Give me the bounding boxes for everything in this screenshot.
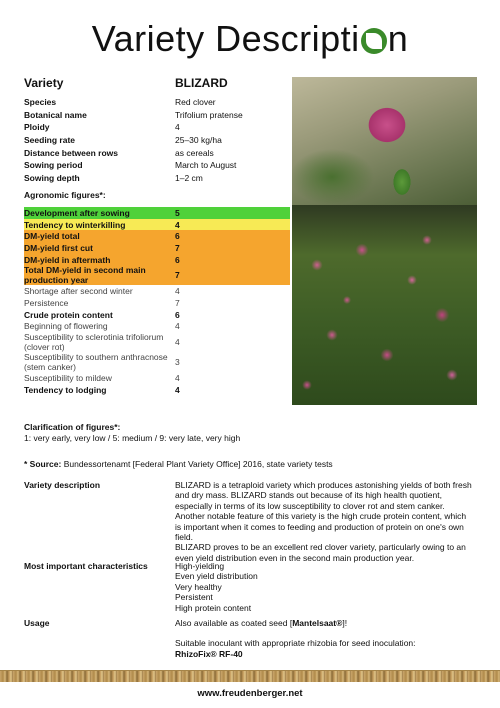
leaf-logo-icon [361, 28, 387, 54]
spec-row: Distance between rows as cereals [24, 147, 214, 158]
characteristics-section [24, 561, 474, 613]
spec-row: Seeding rate 25–30 kg/ha [24, 135, 222, 146]
agronomic-label: Susceptibility to southern anthracnose (stem canker) [24, 352, 168, 373]
page-title: Variety Descripti n [91, 18, 409, 59]
agronomic-value: 4 [175, 337, 180, 348]
seed-strip-decoration [0, 670, 500, 682]
agronomic-value: 4 [175, 321, 180, 332]
spec-row: Sowing depth 1–2 cm [24, 172, 203, 183]
footer-url[interactable]: www.freudenberger.net [197, 688, 303, 699]
agronomic-row [24, 309, 290, 321]
agronomic-row [24, 242, 290, 254]
agronomic-row [24, 372, 290, 384]
list-item: High protein content [175, 602, 252, 613]
list-item: Very healthy [175, 581, 222, 592]
agronomic-value: 5 [175, 207, 180, 218]
spec-row: Species Red clover [24, 97, 216, 108]
agronomic-value: 4 [175, 373, 180, 384]
agronomic-value: 6 [175, 254, 180, 265]
agronomic-label: Shortage after second winter [24, 286, 133, 297]
agronomic-label: Susceptibility to sclerotinia trifoliorum (clover rot) [24, 332, 164, 353]
agronomic-row [24, 321, 290, 333]
agronomic-value: 7 [175, 270, 180, 281]
specs-table [24, 96, 284, 184]
agronomic-row [24, 297, 290, 309]
agronomic-row [24, 352, 290, 372]
usage-line: RhizoFix® RF-40 [175, 648, 243, 659]
list-item: Persistent [175, 592, 213, 603]
usage-line: Suitable inoculant with appropriate rhizobia for seed inoculation: [175, 638, 416, 649]
description-paragraph: Another notable feature of this variety is the high crude protein content, which is important when it comes to feeding and production of protein on one's own field. [175, 511, 467, 543]
list-item: Even yield distribution [175, 571, 258, 582]
agronomic-label: DM-yield total [24, 231, 80, 242]
spec-row: Ploidy 4 [24, 122, 180, 133]
agronomic-row [24, 219, 290, 231]
agronomic-row [24, 285, 290, 297]
agronomic-label: Development after sowing [24, 207, 130, 218]
spec-row: Sowing period March to August [24, 160, 237, 171]
agronomic-value: 4 [175, 286, 180, 297]
section-label: Usage [24, 618, 50, 628]
agronomic-label: Total DM-yield in second main production year [24, 265, 146, 286]
agronomic-label: Crude protein content [24, 309, 113, 320]
description-paragraph: BLIZARD is a tetraploid variety which produces astonishing yields of both fresh and dry mass. BLIZARD stands out because of its high health quotient, especially in terms of its low susceptibility to clover rot and stem canker. [175, 480, 472, 511]
usage-line: Also available as coated seed [Mantelsaat®]! [175, 618, 348, 628]
agronomic-row [24, 332, 290, 352]
agronomic-value: 4 [175, 384, 180, 395]
clarification-title: Clarification of figures*: [24, 422, 121, 432]
description-paragraph: BLIZARD proves to be an excellent red clover variety, particularly owing to an even yield distribution even in the second main production year. [175, 542, 466, 563]
section-label: Variety description [24, 480, 101, 490]
list-item: High-yielding [175, 561, 225, 571]
agronomic-label: Tendency to winterkilling [24, 219, 126, 230]
agronomic-value: 6 [175, 309, 180, 320]
agronomic-row [24, 230, 290, 242]
agronomic-row [24, 254, 290, 266]
agronomic-row [24, 265, 290, 285]
source-note: * Source: Bundessortenamt [Federal Plant Variety Office] 2016, state variety tests [24, 459, 333, 469]
spec-row: Botanical name Trifolium pratense [24, 109, 243, 120]
agronomic-value: 4 [175, 219, 180, 230]
variety-label: Variety [24, 76, 64, 90]
usage-section [24, 618, 474, 659]
agronomic-row [24, 384, 290, 396]
variety-description-section [24, 480, 474, 563]
clover-flower-photo [292, 77, 477, 205]
agronomic-value: 7 [175, 242, 180, 253]
clover-field-photo [292, 205, 477, 405]
agronomic-label: Persistence [24, 297, 69, 308]
agronomic-table [24, 207, 290, 396]
agronomic-title: Agronomic figures*: [24, 190, 106, 200]
agronomic-label: DM-yield in aftermath [24, 254, 111, 265]
agronomic-label: Tendency to lodging [24, 384, 107, 395]
agronomic-row [24, 207, 290, 219]
agronomic-value: 7 [175, 297, 180, 308]
clarification-text: 1: very early, very low / 5: medium / 9: very late, very high [24, 433, 241, 443]
section-label: Most important characteristics [24, 561, 148, 571]
agronomic-label: DM-yield first cut [24, 242, 93, 253]
agronomic-label: Beginning of flowering [24, 321, 108, 332]
variety-name: BLIZARD [175, 76, 228, 90]
agronomic-value: 3 [175, 357, 180, 368]
agronomic-value: 6 [175, 231, 180, 242]
agronomic-label: Susceptibility to mildew [24, 373, 112, 384]
